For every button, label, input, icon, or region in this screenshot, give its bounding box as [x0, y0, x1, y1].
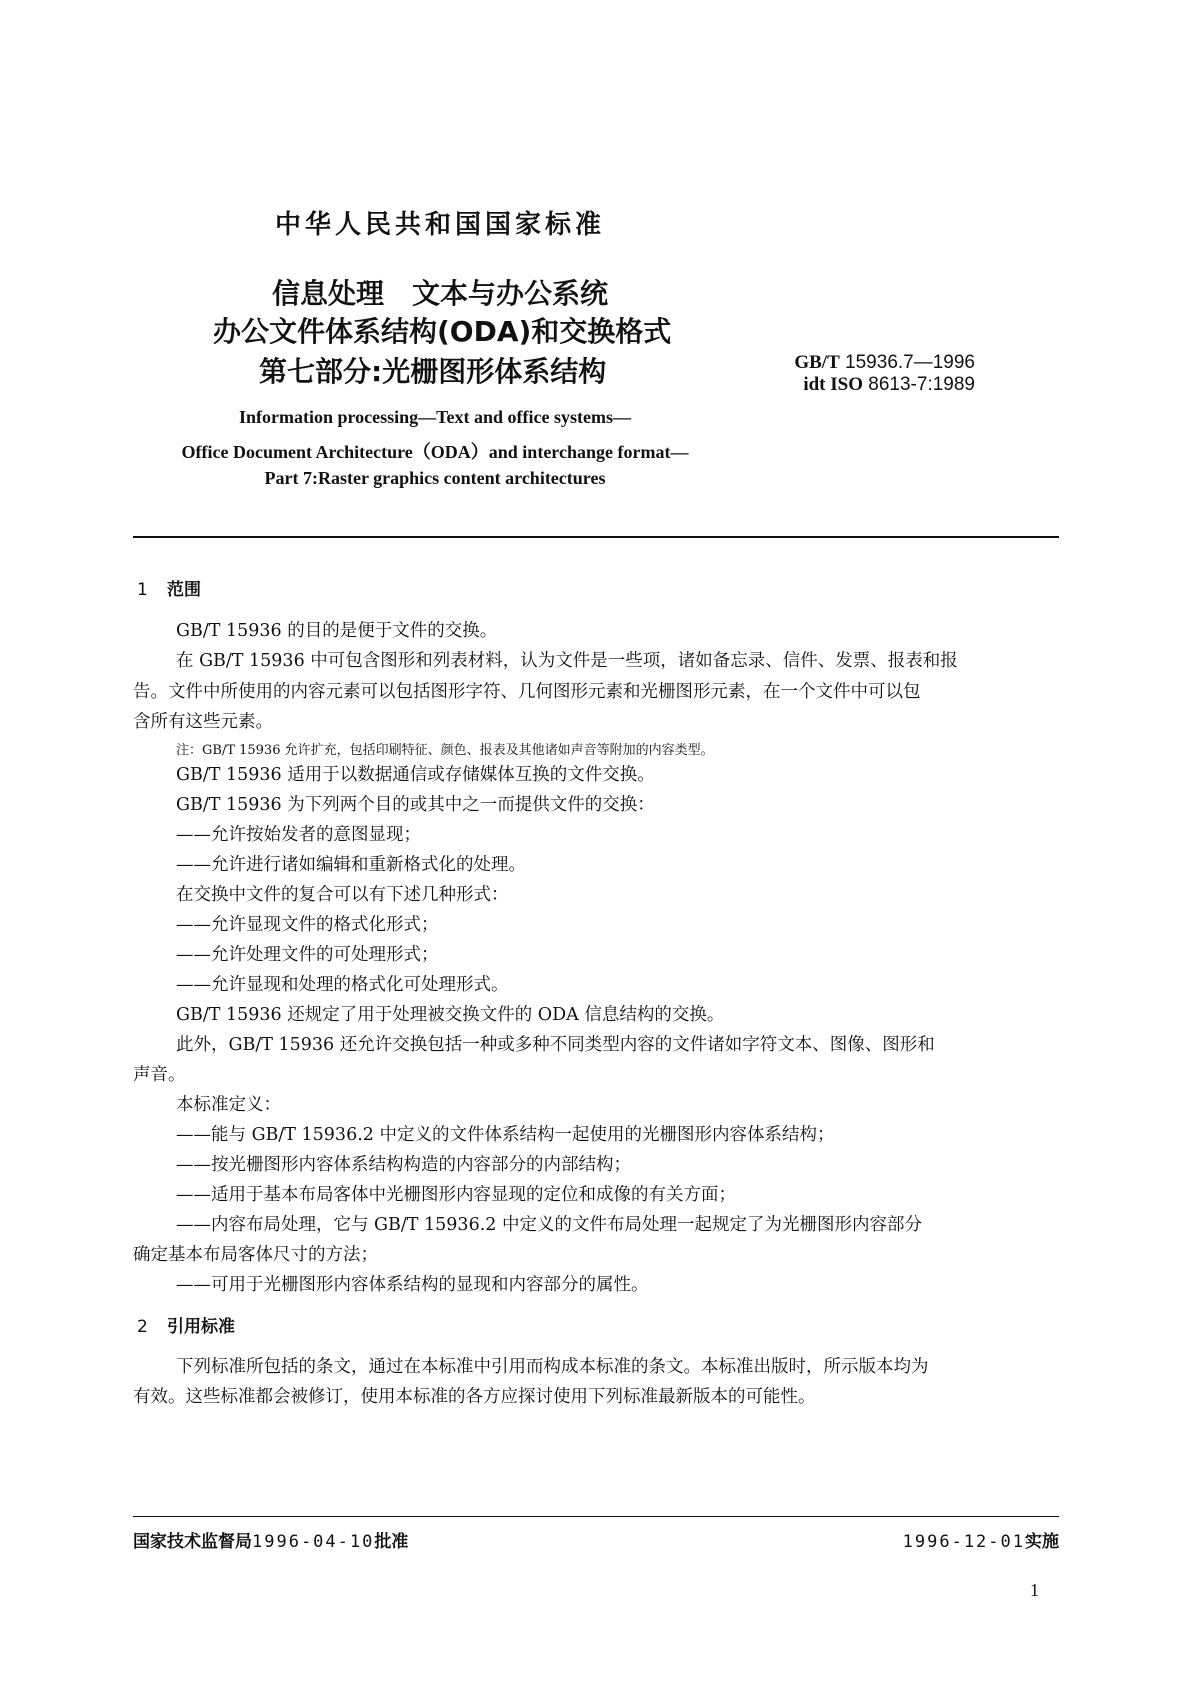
footer-divider — [133, 1516, 1059, 1517]
paragraph-line: 含所有这些元素。 — [133, 712, 273, 732]
list-item: ——允许显现和处理的格式化可处理形式。 — [176, 975, 509, 995]
paragraph-line: GB/T 15936 适用于以数据通信或存储媒体互换的文件交换。 — [176, 765, 655, 785]
list-item: ——适用于基本布局客体中光栅图形内容显现的定位和成像的有关方面； — [176, 1185, 736, 1205]
list-item: ——可用于光栅图形内容体系结构的显现和内容部分的属性。 — [176, 1275, 649, 1295]
approval-suffix: 批准 — [374, 1532, 409, 1552]
title-cn-line-2: 办公文件体系结构(ODA)和交换格式 — [213, 315, 672, 348]
list-item: ——能与 GB/T 15936.2 中定义的文件体系结构一起使用的光栅图形内容体系结构； — [176, 1125, 835, 1145]
approval-info — [133, 1527, 408, 1552]
implementation-date: 1996-12-01 — [902, 1532, 1025, 1552]
paragraph-line: 声音。 — [133, 1065, 186, 1085]
paragraph-line: 在 GB/T 15936 中可包含图形和列表材料，认为文件是一些项，诸如备忘录、信件、发票、报表和报 — [176, 651, 958, 671]
paragraph-line: 在交换中文件的复合可以有下述几种形式： — [176, 885, 509, 905]
section-2-heading — [137, 1312, 235, 1337]
implementation-info — [903, 1527, 1059, 1552]
national-standard-heading: 中华人民共和国国家标准 — [274, 210, 605, 240]
list-item: ——允许处理文件的可处理形式； — [176, 945, 439, 965]
paragraph-line: GB/T 15936 为下列两个目的或其中之一而提供文件的交换： — [176, 795, 655, 815]
paragraph-line: 有效。这些标准都会被修订，使用本标准的各方应探讨使用下列标准最新版本的可能性。 — [133, 1387, 816, 1407]
approver: 国家技术监督局 — [133, 1532, 252, 1552]
section-title: 引用标准 — [167, 1317, 235, 1337]
title-en-line-2: Office Document Architecture（ODA）and interchange format— — [181, 442, 689, 462]
page-number: 1 — [1030, 1580, 1039, 1600]
section-1-heading — [137, 575, 201, 600]
approval-date: 1996-04-10 — [252, 1532, 375, 1552]
list-item: ——允许显现文件的格式化形式； — [176, 915, 439, 935]
list-item-continuation: 确定基本布局客体尺寸的方法； — [133, 1245, 378, 1265]
note-line: 注：GB/T 15936 允许扩充，包括印刷特征、颜色、报表及其他诸如声音等附加的内容类型。 — [176, 743, 714, 758]
title-cn-line-3: 第七部分:光栅图形体系结构 — [259, 355, 607, 388]
paragraph-line: GB/T 15936 的目的是便于文件的交换。 — [176, 621, 498, 641]
standard-code — [760, 352, 975, 396]
title-en-line-3: Part 7:Raster graphics content architectures — [264, 468, 606, 488]
section-number: 2 — [137, 1317, 148, 1337]
idt-code-number: 8613-7:1989 — [868, 374, 975, 395]
idt-prefix: idt ISO — [803, 374, 863, 395]
implementation-suffix: 实施 — [1025, 1532, 1059, 1552]
section-title: 范围 — [167, 580, 201, 600]
std-code-prefix: GB/T — [794, 352, 840, 373]
paragraph-line: 告。文件中所使用的内容元素可以包括图形字符、几何图形元素和光栅图形元素，在一个文件中可以包 — [133, 682, 921, 702]
list-item: ——按光栅图形内容体系结构构造的内容部分的内部结构； — [176, 1155, 631, 1175]
paragraph-line: 此外，GB/T 15936 还允许交换包括一种或多种不同类型内容的文件诸如字符文本、图像、图形和 — [176, 1035, 935, 1055]
paragraph-line: 下列标准所包括的条文，通过在本标准中引用而构成本标准的条文。本标准出版时，所示版本均为 — [176, 1357, 929, 1377]
paragraph-line: 本标准定义： — [176, 1095, 281, 1115]
list-item: ——内容布局处理，它与 GB/T 15936.2 中定义的文件布局处理一起规定了为光栅图形内容部分 — [176, 1215, 922, 1235]
section-number: 1 — [137, 580, 148, 600]
std-code-number: 15936.7—1996 — [845, 352, 975, 373]
title-cn-line-1: 信息处理 文本与办公系统 — [272, 277, 609, 310]
list-item: ——允许进行诸如编辑和重新格式化的处理。 — [176, 855, 526, 875]
paragraph-line: GB/T 15936 还规定了用于处理被交换文件的 ODA 信息结构的交换。 — [176, 1005, 725, 1025]
header-divider — [133, 536, 1059, 538]
list-item: ——允许按始发者的意图显现； — [176, 825, 421, 845]
title-en-line-1: Information processing—Text and office systems— — [239, 407, 631, 427]
